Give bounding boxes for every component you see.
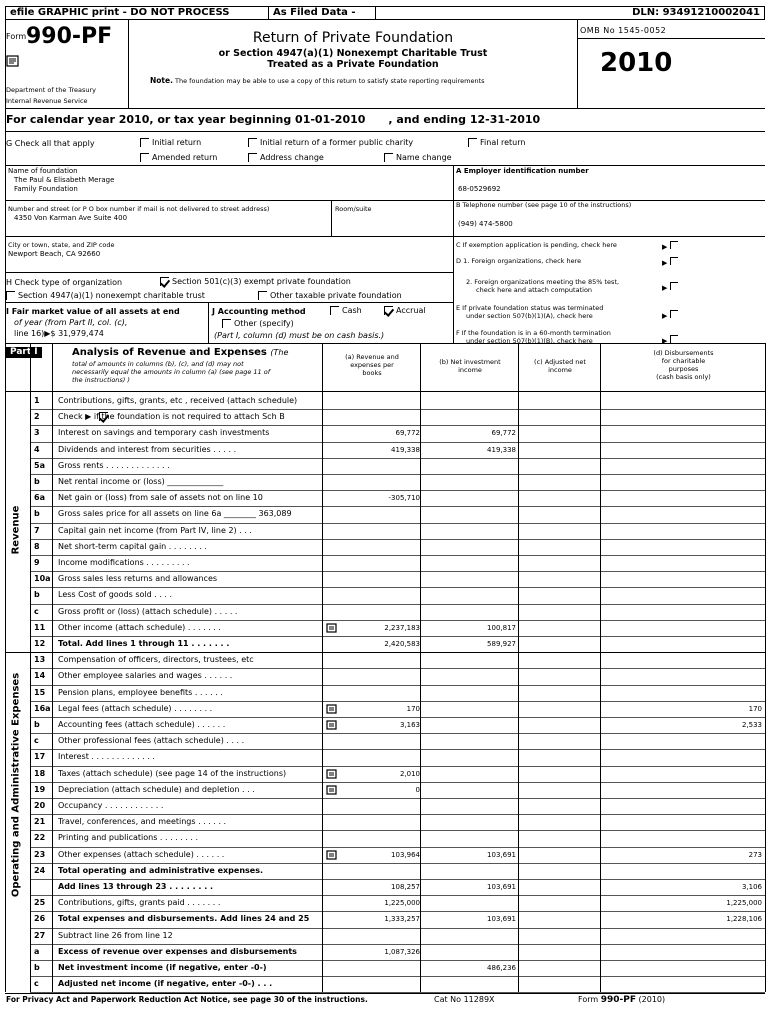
line-description: Total expenses and disbursements. Add lines 24 and 25: [58, 914, 310, 924]
line-number: 9: [34, 558, 40, 567]
line-2-row: [30, 409, 765, 425]
d2-check[interactable]: ▶: [662, 282, 678, 292]
e-check[interactable]: ▶: [662, 310, 678, 320]
line-description: Printing and publications . . . . . . . .: [58, 833, 199, 843]
col-b-value: 589,927: [487, 640, 516, 648]
col-a-value: 69,772: [395, 429, 420, 438]
line-description: Gross rents . . . . . . . . . . . . .: [58, 460, 170, 470]
irs-label: Internal Revenue Service: [6, 97, 88, 105]
form-subtitle-2: Treated as a Private Foundation: [267, 59, 439, 70]
checkbox[interactable]: [140, 153, 149, 162]
line-13-row: [30, 652, 765, 668]
form-note: Note. The foundation may be able to use a copy of this return to satisfy state reporting requirements: [150, 76, 485, 85]
line-26-row: [30, 911, 765, 927]
line-description: Excess of revenue over expenses and disbursements: [58, 946, 297, 956]
checkbox[interactable]: [222, 319, 231, 328]
line-18-row: [30, 766, 765, 782]
line-description: Interest . . . . . . . . . . . . .: [58, 752, 155, 762]
checkbox[interactable]: [248, 153, 257, 162]
line-19-row: [30, 782, 765, 798]
h-501c3-option[interactable]: Section 501(c)(3) exempt private foundation: [160, 277, 351, 287]
checkbox[interactable]: [248, 138, 257, 147]
col-b-value: 103,691: [487, 915, 516, 924]
expenses-side-label: Operating and Administrative Expenses: [10, 672, 22, 898]
line-number: 13: [34, 655, 46, 665]
col-b-value: 100,817: [487, 623, 516, 632]
i-fmv-line-2: of year (from Part II, col. (c),: [14, 318, 128, 327]
line-6a-row: [30, 490, 765, 506]
line-number: 15: [34, 687, 46, 697]
g-address-change[interactable]: Address change: [248, 153, 324, 163]
line-number: c: [34, 606, 39, 616]
col-a-value: 1,333,257: [384, 915, 420, 924]
line-number: 6a: [34, 493, 45, 503]
part-i-title: Analysis of Revenue and Expenses (The: [72, 347, 289, 358]
g-amended-return[interactable]: Amended return: [140, 153, 217, 163]
line-number: 19: [34, 784, 46, 794]
form-number: 990-PF: [26, 24, 113, 49]
i-fmv-line-1: I Fair market value of all assets at end: [6, 307, 180, 316]
line-15-row: [30, 685, 765, 701]
line-22-row: [30, 830, 765, 846]
treasury-dept: Department of the Treasury: [6, 86, 97, 94]
checkbox[interactable]: [140, 138, 149, 147]
d2-foreign-text-a: 2. Foreign organizations meeting the 85% test,: [466, 278, 620, 286]
street-value: 4350 Von Karman Ave Suite 400: [14, 214, 128, 222]
line-number: b: [34, 963, 40, 972]
line-3-row: [30, 425, 765, 441]
omb-number: OMB No 1545-0052: [580, 26, 667, 35]
part-i-desc-3: the instructions) ): [72, 376, 130, 384]
line-4-row: [30, 442, 765, 458]
e-terminated-text-a: E If private foundation status was terminated: [456, 304, 604, 312]
line-1-row: [30, 393, 765, 409]
f-termination-text-b: under section 507(b)(1)(B), check here: [466, 337, 593, 345]
line-description: Occupancy . . . . . . . . . . . .: [58, 801, 164, 810]
col-b-header: (b) Net investment income: [439, 358, 501, 374]
line-27-row: [30, 928, 765, 944]
phone-label: B Telephone number (see page 10 of the instructions): [456, 201, 632, 209]
line-5a-row: [30, 458, 765, 474]
ein-value: 68-0529692: [458, 185, 501, 193]
catalog-number: Cat No 11289X: [434, 995, 495, 1004]
checkbox[interactable]: [258, 291, 267, 300]
g-name-change[interactable]: Name change: [384, 153, 452, 163]
line-number: 10a: [34, 574, 51, 584]
line-20-row: [30, 798, 765, 814]
col-a-value: 419,338: [391, 445, 420, 454]
privacy-notice: For Privacy Act and Paperwork Reduction Act Notice, see page 30 of the instructions.: [6, 995, 368, 1004]
city-label: City or town, state, and ZIP code: [8, 241, 115, 249]
line-description: Interest on savings and temporary cash investments: [58, 428, 270, 438]
line-b-row: [30, 474, 765, 490]
f-termination-text-a: F If the foundation is in a 60-month termination: [456, 329, 611, 337]
line-b-row: [30, 506, 765, 522]
form-title: Return of Private Foundation: [252, 30, 454, 46]
line-description: Other income (attach schedule) . . . . . . .: [58, 622, 221, 632]
d2-foreign-text-b: check here and attach computation: [476, 286, 593, 294]
col-d-value: 2,533: [741, 721, 762, 729]
line-description: Net investment income (if negative, enter -0-): [58, 963, 267, 972]
line-description: Income modifications . . . . . . . . .: [58, 558, 190, 567]
part-i-desc-2: necessarily equal the amounts in column (a) (see page 11 of: [72, 368, 271, 376]
col-a-value: 2,010: [399, 769, 420, 778]
line-number: b: [34, 720, 40, 729]
line-16a-row: [30, 701, 765, 717]
line-description: Other professional fees (attach schedule) . . . .: [58, 736, 245, 746]
line-description: Contributions, gifts, grants, etc , received (attach schedule): [58, 396, 298, 405]
line-description: Total. Add lines 1 through 11 . . . . . . .: [58, 639, 230, 648]
line-description: Gross sales less returns and allowances: [58, 574, 218, 584]
ein-label: A Employer identification number: [456, 167, 589, 175]
line-12-row: [30, 636, 765, 652]
line-description: Accounting fees (attach schedule) . . . . . .: [58, 720, 226, 729]
j-other-option[interactable]: Other (specify): [222, 319, 294, 329]
col-d-header: (d) Disbursements for charitable purposes (cash basis only): [653, 349, 714, 381]
line-number: 20: [34, 801, 46, 810]
line-number: 4: [34, 444, 40, 454]
line-number: b: [34, 477, 40, 486]
col-a-value: 2,420,583: [384, 640, 420, 648]
line-description: Less Cost of goods sold . . . .: [58, 590, 173, 600]
footer-form-number: Form 990-PF (2010): [578, 995, 666, 1005]
phone-value: (949) 474-5800: [458, 220, 513, 228]
col-a-value: 2,237,183: [384, 623, 420, 632]
col-a-value: 103,964: [391, 850, 420, 859]
line-8-row: [30, 539, 765, 555]
line-number: c: [34, 736, 39, 746]
line-number: 12: [34, 639, 46, 648]
col-a-header: (a) Revenue and expenses per books: [345, 353, 399, 377]
part-i-desc-1: total of amounts in columns (b), (c), and (d) may not: [72, 360, 244, 368]
foundation-name-1: The Paul & Elisabeth Merage: [14, 176, 115, 184]
d1-foreign-text: D 1. Foreign organizations, check here: [456, 257, 582, 265]
col-b-value: 69,772: [491, 429, 516, 438]
line-description: Travel, conferences, and meetings . . . . . .: [58, 817, 227, 827]
checkbox[interactable]: [384, 153, 393, 162]
col-a-value: 170: [406, 704, 420, 713]
line-number: c: [34, 979, 39, 989]
line-number: 2: [34, 412, 40, 422]
line-number: 24: [34, 865, 46, 875]
col-d-value: 170: [748, 704, 762, 713]
line-description: Net rental income or (loss) ______________: [58, 477, 224, 486]
line-description: Other expenses (attach schedule) . . . . . .: [58, 849, 225, 859]
line-number: 3: [34, 428, 40, 438]
checkbox[interactable]: [468, 138, 477, 147]
h-4947-option[interactable]: Section 4947(a)(1) nonexempt charitable trust: [6, 291, 205, 301]
line-23-row: [30, 847, 765, 863]
tax-year: 2010: [600, 48, 673, 78]
h-org-type-label: H Check type of organization: [6, 278, 123, 287]
line-description: Net short-term capital gain . . . . . . . .: [58, 541, 207, 551]
line-description: Other employee salaries and wages . . . . . .: [58, 671, 233, 681]
line-number: 7: [34, 525, 40, 535]
col-b-value: 419,338: [487, 445, 516, 454]
line-description: Taxes (attach schedule) (see page 14 of the instructions): [58, 768, 287, 778]
line-number: b: [34, 509, 40, 519]
line-c-row: [30, 733, 765, 749]
line-a-row: [30, 944, 765, 960]
line-b-row: [30, 960, 765, 976]
line-number: b: [34, 590, 40, 600]
line-number: a: [34, 946, 40, 956]
col-a-value: 1,225,000: [384, 899, 420, 908]
col-d-value: 1,228,106: [726, 915, 762, 924]
line-10a-row: [30, 571, 765, 587]
line-description: Compensation of officers, directors, trustees, etc: [58, 655, 254, 665]
c-check[interactable]: ▶: [662, 241, 678, 251]
form-label: Form: [6, 32, 27, 41]
line-description: Gross profit or (loss) (attach schedule) . . . . .: [58, 606, 238, 616]
j-accrual-option[interactable]: Accrual: [384, 306, 426, 316]
col-d-value: 1,225,000: [726, 899, 762, 908]
calendar-year-line: For calendar year 2010, or tax year beginning 01-01-2010 , and ending 12-31-2010: [6, 113, 541, 126]
g-final-return[interactable]: Final return: [468, 138, 525, 148]
line-7-row: [30, 523, 765, 539]
col-d-value: 273: [748, 850, 762, 859]
c-exemption-text: C If exemption application is pending, check here: [456, 241, 617, 249]
g-initial-former[interactable]: Initial return of a former public charity: [248, 138, 413, 148]
line-number: 14: [34, 671, 46, 681]
col-a-value: -305,710: [388, 494, 420, 503]
street-label: Number and street (or P O box number if mail is not delivered to street address): [8, 205, 270, 213]
line-number: 11: [34, 622, 46, 632]
line-b-row: [30, 717, 765, 733]
h-other-taxable-option[interactable]: Other taxable private foundation: [258, 291, 402, 301]
dln-number: DLN: 93491210002041: [632, 7, 760, 18]
col-b-value: 486,236: [487, 964, 516, 972]
j-accounting-label: J Accounting method: [212, 307, 306, 316]
line-number: 21: [34, 817, 46, 827]
line-description: Depreciation (attach schedule) and depletion . . .: [58, 784, 255, 794]
form-subtitle-1: or Section 4947(a)(1) Nonexempt Charitable Trust: [218, 48, 488, 59]
line-number: 8: [34, 541, 40, 551]
g-check-label: G Check all that apply: [6, 139, 95, 148]
checkbox[interactable]: [6, 291, 15, 300]
line-number: 1: [34, 396, 40, 405]
revenue-side-label: Revenue: [10, 505, 22, 555]
col-a-value: 0: [415, 785, 420, 794]
efile-banner: [5, 6, 765, 20]
checkbox-checked[interactable]: [384, 306, 393, 315]
city-value: Newport Beach, CA 92660: [8, 250, 101, 258]
col-b-value: 103,691: [487, 850, 516, 859]
as-filed-label: As Filed Data -: [268, 7, 376, 19]
line-25-row: [30, 895, 765, 911]
efile-label: efile GRAPHIC print - DO NOT PROCESS: [10, 7, 230, 18]
part-i-label: Part I: [6, 347, 42, 358]
f-check[interactable]: ▶: [662, 335, 678, 345]
line-description: Dividends and interest from securities . . . . .: [58, 444, 237, 454]
checkbox[interactable]: [330, 306, 339, 315]
col-a-value: 3,163: [399, 721, 420, 729]
checkbox-checked[interactable]: [160, 277, 169, 286]
i-fmv-value: line 16)▶$ 31,979,474: [14, 329, 104, 338]
line-description: Pension plans, employee benefits . . . . . .: [58, 687, 223, 697]
col-c-header: (c) Adjusted net income: [534, 358, 586, 374]
col-b-value: 103,691: [487, 883, 516, 891]
line-description: Gross sales price for all assets on line 6a ________ 363,089: [58, 509, 292, 519]
line-c-row: [30, 604, 765, 620]
room-label: Room/suite: [335, 205, 372, 213]
line-9-row: [30, 555, 765, 571]
foundation-name-2: Family Foundation: [14, 185, 78, 193]
line-number: 5a: [34, 460, 45, 470]
line-11-row: [30, 620, 765, 636]
line-21-row: [30, 814, 765, 830]
line-number: 26: [34, 914, 46, 924]
e-terminated-text-b: under section 507(b)(1)(A), check here: [466, 312, 593, 320]
line-description: Capital gain net income (from Part IV, line 2) . . .: [58, 525, 252, 535]
line-description: Total operating and administrative expenses.: [58, 865, 263, 875]
col-a-value: 108,257: [391, 883, 420, 891]
line-number: 16a: [34, 703, 51, 713]
j-cash-option[interactable]: Cash: [330, 306, 362, 316]
line-14-row: [30, 668, 765, 684]
line-description: Subtract line 26 from line 12: [58, 930, 173, 940]
line-number: 22: [34, 833, 46, 843]
line-number: 23: [34, 849, 46, 859]
col-a-value: 1,087,326: [384, 947, 420, 956]
document-icon: [6, 55, 20, 67]
line-cont-row: [30, 879, 765, 895]
line-2-checkbox[interactable]: [99, 412, 108, 421]
line-c-row: [30, 976, 765, 992]
line-number: 18: [34, 768, 46, 778]
line-b-row: [30, 587, 765, 603]
line-description: Legal fees (attach schedule) . . . . . . . .: [58, 703, 213, 713]
g-initial-return[interactable]: Initial return: [140, 138, 201, 148]
line-number: 17: [34, 752, 46, 762]
name-label: Name of foundation: [8, 167, 78, 175]
line-number: 27: [34, 930, 46, 940]
line-number: 25: [34, 898, 46, 908]
col-d-value: 3,106: [741, 883, 762, 891]
line-24-row: [30, 863, 765, 879]
line-description: Net gain or (loss) from sale of assets not on line 10: [58, 493, 263, 503]
line-description: Add lines 13 through 23 . . . . . . . .: [58, 882, 214, 891]
line-17-row: [30, 749, 765, 765]
line-description: Adjusted net income (if negative, enter -0-) . . .: [58, 979, 273, 989]
line-description: Contributions, gifts, grants paid . . . . . . .: [58, 898, 221, 908]
j-cash-basis-note: (Part I, column (d) must be on cash basis.): [214, 331, 385, 340]
line-description: Check ▶ if the foundation is not required to attach Sch B: [58, 412, 285, 422]
d1-check[interactable]: ▶: [662, 257, 678, 267]
